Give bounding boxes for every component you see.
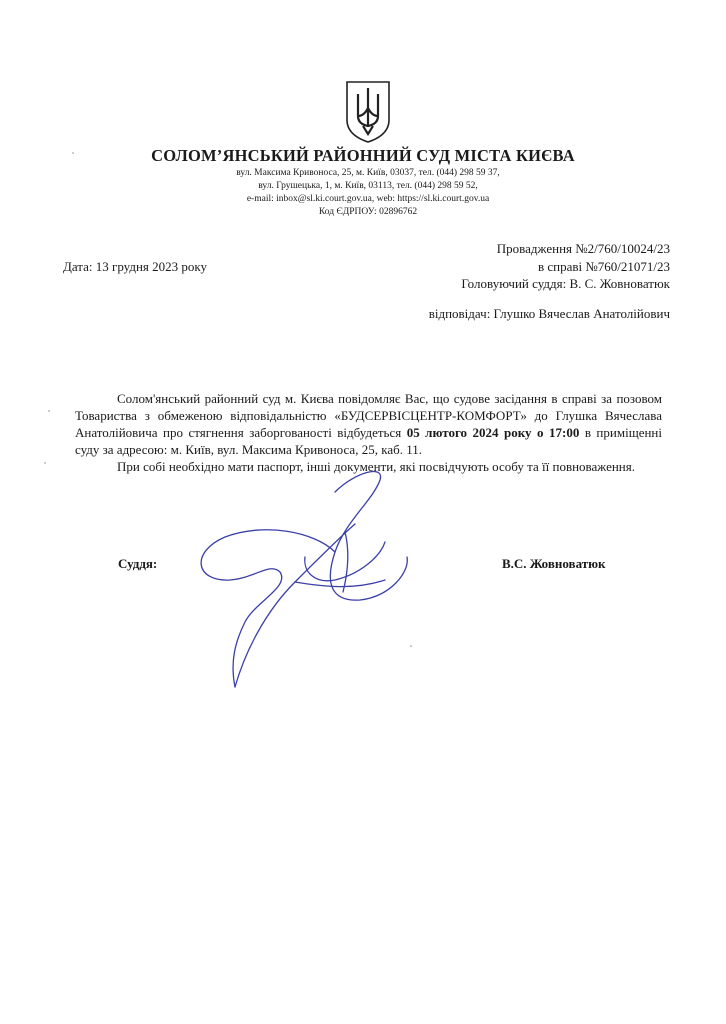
scan-speck — [44, 462, 46, 464]
scan-speck — [410, 645, 412, 647]
edrpou-code: Код ЄДРПОУ: 02896762 — [318, 207, 418, 217]
address-line-1: вул. Максима Кривоноса, 25, м. Київ, 03037, тел. (044) 298 59 37, — [236, 168, 500, 178]
presiding-judge: Головуючий суддя: В. С. Жовноватюк — [461, 276, 670, 291]
letter-date: Дата: 13 грудня 2023 року — [63, 259, 208, 274]
hearing-datetime: 05 лютого 2024 року о 17:00 — [406, 425, 580, 440]
proceeding-number: Провадження №2/760/10024/23 — [496, 241, 670, 256]
trident-coat-of-arms-icon — [344, 80, 392, 144]
court-name: СОЛОМ’ЯНСЬКИЙ РАЙОННИЙ СУД МІСТА КИЄВА — [151, 146, 575, 165]
court-contacts — [0, 167, 726, 219]
notice-paragraph-2: При собі необхідно мати паспорт, інші документи, які посвідчують особу та її повноваження. — [117, 459, 635, 474]
address-line-2: вул. Грушецька, 1, м. Київ, 03113, тел. (044) 298 59 52, — [258, 181, 478, 191]
respondent: відповідач: Глушко Вячеслав Анатолійович — [428, 306, 670, 321]
case-info — [461, 240, 670, 293]
notice-paragraph-1: Солом'янський районний суд м. Києва повідомляє Вас, що судове засідання в справі за позовом Товариства з обмеженою відповідальністю «БУДСЕРВІСЦЕНТР-КОМФОРТ» до Глушка Вячеслава Анатолійовича про стягнення заборгованості відбудеться 05 лютого 2024 року о 17:00 в приміщенні суду за адресою: м. Київ, вул. Максима Кривоноса, 25, каб. 11. — [75, 391, 662, 457]
judge-label: Суддя: — [118, 556, 158, 571]
judge-name: В.С. Жовноватюк — [502, 556, 606, 571]
email-web-line: e-mail: inbox@sl.ki.court.gov.ua, web: https://sl.ki.court.gov.ua — [246, 194, 490, 204]
case-number: в справі №760/21071/23 — [537, 258, 670, 274]
scan-speck — [72, 152, 74, 154]
scan-speck — [48, 410, 50, 412]
handwritten-signature — [185, 462, 425, 692]
